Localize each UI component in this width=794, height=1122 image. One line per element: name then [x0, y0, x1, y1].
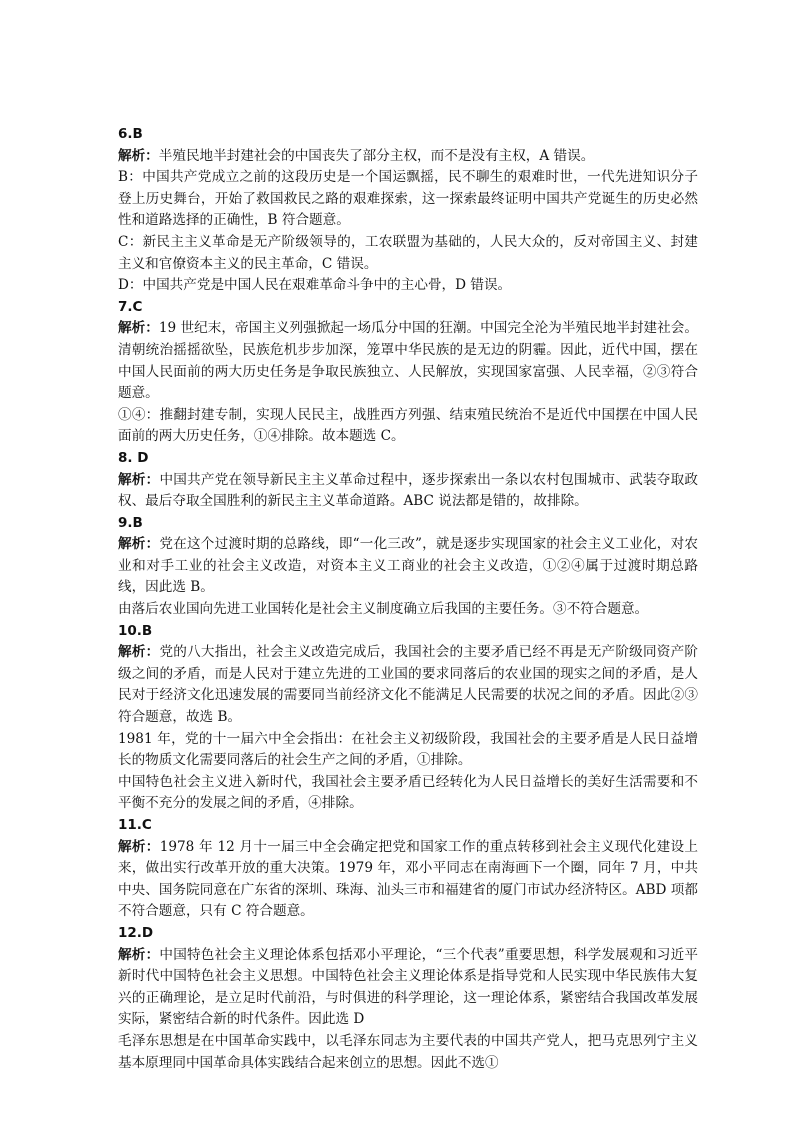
- question-block: [118, 297, 698, 448]
- analysis-paragraph: [118, 945, 698, 1031]
- analysis-paragraph: [118, 405, 698, 448]
- question-answer-number: 11.C: [118, 817, 152, 833]
- analysis-label: 解析：: [118, 644, 160, 661]
- question-block: [118, 815, 698, 923]
- question-answer-number: 8. D: [118, 449, 149, 466]
- analysis-label: 解析：: [118, 147, 159, 164]
- analysis-text: 中国特色社会主义理论体系包括邓小平理论，“三个代表”重要思想，科学发展观和习近平新时代中国特色社会主义思想。中国特色社会主义理论体系是指导党和人民实现中华民族伟大复兴的正确理论，是立足时代前沿，与时俱进的科学理论，这一理论体系，紧密结合我国改革发展实际，紧密结合新的时代条件。因此选 D: [118, 946, 698, 1028]
- analysis-paragraph: [118, 318, 698, 404]
- question-block: [118, 621, 698, 815]
- answer-analysis-page: [118, 124, 698, 1074]
- analysis-text: 1981 年，党的十一届六中全会指出：在社会主义初级阶段，我国社会的主要矛盾是人民日益增长的物质文化需要同落后的社会生产之间的矛盾，①排除。: [118, 730, 698, 769]
- analysis-label: 解析：: [118, 320, 159, 337]
- analysis-paragraph: [118, 1031, 698, 1074]
- analysis-paragraph: [118, 470, 698, 513]
- analysis-paragraph: [118, 772, 698, 815]
- analysis-paragraph: [118, 837, 698, 923]
- question-answer-number: 6.B: [118, 126, 143, 142]
- analysis-paragraph: [118, 729, 698, 772]
- analysis-paragraph: [118, 232, 698, 275]
- question-block: [118, 923, 698, 1074]
- analysis-paragraph: [118, 642, 698, 728]
- analysis-text: 半殖民地半封建社会的中国丧失了部分主权，而不是没有主权，A 错误。: [158, 147, 595, 164]
- analysis-text: B：中国共产党成立之前的这段历史是一个国运飘摇，民不聊生的艰难时世，一代先进知识分子登上历史舞台，开始了救国救民之路的艰难探索，这一探索最终证明中国共产党诞生的历史必然性和道路选择的正确性，B 符合题意。: [118, 169, 698, 229]
- analysis-label: 解析：: [118, 536, 160, 553]
- question-answer-number: 9.B: [118, 514, 143, 531]
- analysis-text: 党在这个过渡时期的总路线，即“一化三改”，就是逐步实现国家的社会主义工业化，对农业和对手工业的社会主义改造，对资本主义工商业的社会主义改造，①②④属于过渡时期总路线，因此选 B。: [118, 536, 698, 596]
- analysis-paragraph: [118, 275, 698, 297]
- analysis-text: 1978 年 12 月十一届三中全会确定把党和国家工作的重点转移到社会主义现代化建设上来，做出实行改革开放的重大决策。1979 年，邓小平同志在南海画下一个圈，同年 7 月，中共中央、国务院同意在广东省的深圳、珠海、汕头三市和福建省的厦门市试办经济特区。ABD 项都不符合题意，只有 C 符合题意。: [118, 838, 698, 920]
- question-answer-number: 7.C: [118, 298, 143, 315]
- analysis-text: ①④：推翻封建专制，实现人民民主，战胜西方列强、结束殖民统治不是近代中国摆在中国人民面前的两大历史任务，①④排除。故本题选 C。: [118, 406, 698, 445]
- analysis-label: 解析：: [118, 471, 160, 488]
- analysis-paragraph: [118, 534, 698, 599]
- analysis-label: 解析：: [118, 946, 160, 963]
- question-block: [118, 124, 698, 297]
- analysis-paragraph: [118, 599, 698, 621]
- analysis-text: 中国特色社会主义进入新时代，我国社会主要矛盾已经转化为人民日益增长的美好生活需要和不平衡不充分的发展之间的矛盾，④排除。: [118, 773, 698, 812]
- analysis-text: 毛泽东思想是在中国革命实践中，以毛泽东同志为主要代表的中国共产党人，把马克思列宁主义基本原理同中国革命具体实践结合起来创立的思想。因此不选①: [118, 1032, 698, 1071]
- question-answer-number: 10.B: [118, 622, 153, 639]
- analysis-text: D：中国共产党是中国人民在艰难革命斗争中的主心骨，D 错误。: [118, 277, 512, 294]
- question-answer-number: 12.D: [118, 924, 154, 941]
- analysis-text: 由落后农业国向先进工业国转化是社会主义制度确立后我国的主要任务。③不符合题意。: [118, 601, 649, 618]
- analysis-text: C：新民主主义革命是无产阶级领导的，工农联盟为基础的，人民大众的，反对帝国主义、封建主义和官僚资本主义的民主革命，C 错误。: [118, 233, 698, 272]
- analysis-label: 解析：: [118, 838, 160, 855]
- analysis-paragraph: [118, 167, 698, 232]
- question-block: [118, 448, 698, 513]
- question-block: [118, 513, 698, 621]
- analysis-paragraph: [118, 146, 698, 168]
- analysis-text: 党的八大指出，社会主义改造完成后，我国社会的主要矛盾已经不再是无产阶级同资产阶级之间的矛盾，而是人民对于建立先进的工业国的要求同落后的农业国的现实之间的矛盾，是人民对于经济文化迅速发展的需要同当前经济文化不能满足人民需要的状况之间的矛盾。因此②③符合题意，故选 B。: [118, 644, 699, 726]
- analysis-text: 19 世纪末，帝国主义列强掀起一场瓜分中国的狂潮。中国完全沦为半殖民地半封建社会。清朝统治摇摇欲坠，民族危机步步加深，笼罩中华民族的是无边的阴霾。因此，近代中国，摆在中国人民面前的两大历史任务是争取民族独立、人民解放，实现国家富强、人民幸福，②③符合题意。: [118, 320, 698, 402]
- analysis-text: 中国共产党在领导新民主主义革命过程中，逐步探索出一条以农村包围城市、武装夺取政权、最后夺取全国胜利的新民主主义革命道路。ABC 说法都是错的，故排除。: [118, 471, 699, 510]
